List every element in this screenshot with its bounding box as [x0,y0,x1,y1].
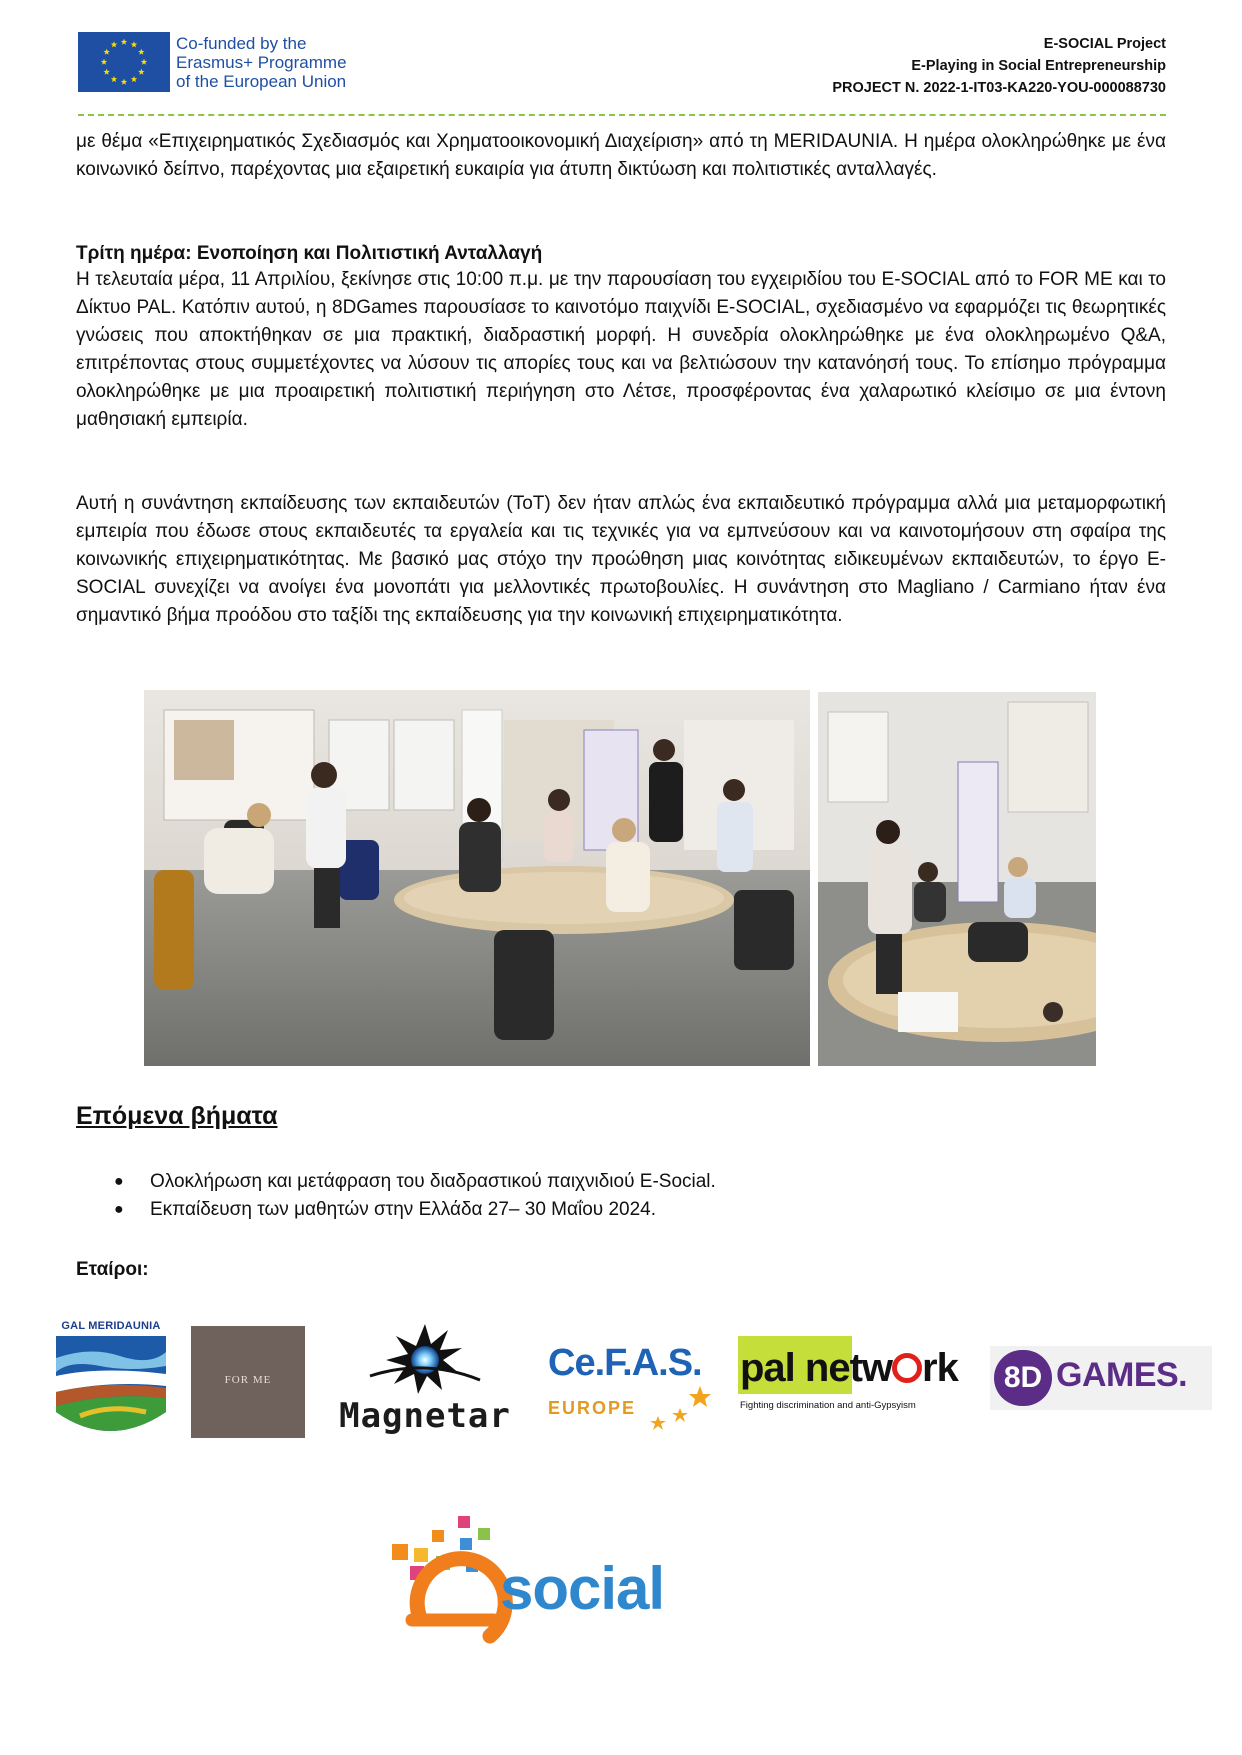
day3-heading: Τρίτη ημέρα: Ενοποίηση και Πολιτιστική Ανταλλαγή [76,243,543,264]
eu-text-line: Co-funded by the [176,34,307,53]
8d-games-logo [990,1346,1212,1410]
project-info [832,33,1166,99]
list-item: ● Εκπαίδευση των μαθητών στην Ελλάδα 27– 30 Μαΐου 2024. [112,1196,716,1224]
cefas-wordmark: Ce.F.A.S. [548,1342,702,1384]
next-steps-list [112,1168,716,1224]
cefas-europe-text: EUROPE [548,1398,637,1418]
pal-wordmark-start: pal netw [740,1346,893,1390]
for-me-logo [191,1326,305,1438]
eu-cofunded-text [176,34,356,91]
8d-games-wordmark: GAMES. [1056,1356,1188,1394]
gal-meridaunia-logo [50,1320,172,1442]
e-social-wordmark: social [500,1555,665,1622]
project-subtitle: E-Playing in Social Entrepreneurship [911,58,1166,74]
pal-network-logo [738,1320,980,1442]
training-photo-wide [144,690,810,1066]
paragraph-day3: Η τελευταία μέρα, 11 Απριλίου, ξεκίνησε στις 10:00 π.μ. με την παρουσίαση του εγχειριδίου του E-SOCIAL από το FOR ME και το Δίκτυο PAL. Κατόπιν αυτού, η 8DGames παρουσίασε το καινοτόμο παιχνίδι E-SOCIAL, σχεδιασμένο να εφαρμόζει τις θεωρητικές γνώσεις που αποκτήθηκαν σε μια πρακτική, διαδραστική μορφή. Η συνεδρία ολοκληρώθηκε με ένα ολοκληρωμένο Q&A, επιτρέποντας στους συμμετέχοντες να λύσουν τις απορίες τους και να βελτιώσουν την κατανόησή τους. Το επίσημο πρόγραμμα ολοκληρώθηκε με μια προαιρετική πολιτιστική περιήγηση στο Λέτσε, προσφέροντας ένα χαλαρωτικό κλείσιμο σε μια έντονη μαθησιακή εμπειρία. [76,269,1166,430]
project-name: E-SOCIAL Project [1043,36,1166,52]
pal-wordmark [740,1346,958,1391]
header-divider [78,114,1166,116]
eu-flag-icon [78,32,170,92]
gal-landscape-icon [50,1332,172,1438]
eu-text-line: of the European Union [176,72,347,91]
training-table-image [818,692,1096,1066]
e-social-logo [390,1508,710,1664]
paragraph-day2-end: με θέμα «Επιχειρηματικός Σχεδιασμός και Χρηματοοικονομική Διαχείριση» από τη MERIDAUNIA. Η ημέρα ολοκληρώθηκε με ένα κοινωνικό δείπνο, παρέχοντας μια εξαιρετική ευκαιρία για άτυπη δικτύωση και πολιτιστικές ανταλλαγές. [76,131,1166,180]
magnetar-logo [330,1320,520,1442]
magnetar-wordmark: Magnetar [339,1396,511,1436]
pal-tagline: Fighting discrimination and anti-Gypsyism [740,1400,916,1411]
8d-badge: 8D [994,1350,1052,1406]
cefas-europe-logo [540,1320,730,1442]
eu-cofunded-logo [78,32,354,92]
gal-logo-text: GAL MERIDAUNIA [61,1320,161,1332]
cefas-stars-icon [540,1320,730,1442]
pal-wheel-icon [892,1353,922,1383]
list-item: ● Ολοκλήρωση και μετάφραση του διαδραστικού παιχνιδιού E-Social. [112,1168,716,1196]
eu-text-line: Erasmus+ Programme [176,53,347,72]
training-photo-narrow [818,692,1096,1066]
project-number: PROJECT N. 2022-1-IT03-KA220-YOU-000088730 [832,80,1166,96]
for-me-logo-text: FOR ME [224,1374,272,1386]
pal-wordmark-end: rk [922,1346,958,1390]
paragraph-conclusion: Αυτή η συνάντηση εκπαίδευσης των εκπαιδευτών (ToT) δεν ήταν απλώς ένα εκπαιδευτικό πρόγραμμα αλλά μια μεταμορφωτική εμπειρία που έδωσε στους εκπαιδευτές τα εργαλεία και τις τεχνικές για να εμπνεύσουν και να καινοτομήσουν στη σφαίρα της κοινωνικής επιχειρηματικότητας. Με βασικό μας στόχο την προώθηση μιας κοινότητας ειδικευμένων εκπαιδευτών, το έργο E-SOCIAL συνεχίζει να ανοίγει ένα μονοπάτι για μελλοντικές πρωτοβουλίες. Η συνάντηση στο Magliano / Carmiano ήταν ένα σημαντικό βήμα προόδου στο ταξίδι της εκπαίδευσης για την κοινωνική επιχειρηματικότητα. [76,493,1166,626]
partners-label: Εταίροι: [76,1259,149,1280]
training-room-image [144,690,810,1066]
next-steps-title: Επόμενα βήματα [76,1102,278,1130]
